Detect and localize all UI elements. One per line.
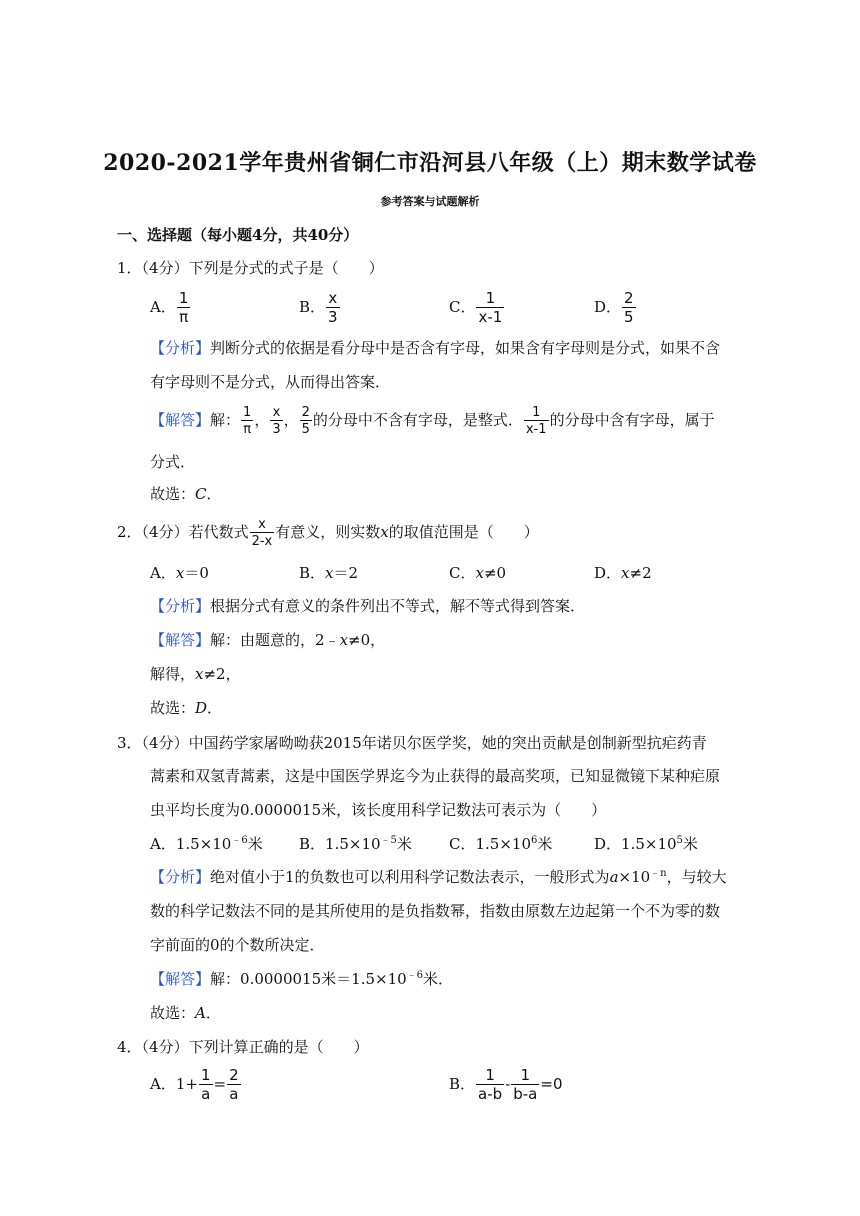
q3-choice: 故选：A． (150, 1004, 221, 1022)
q1-stem: 1．（4分）下列是分式的式子是（ ） (117, 259, 384, 277)
analysis-tag: 【分析】 (150, 597, 211, 615)
answer-tag: 【解答】 (150, 631, 211, 649)
q1-option-c: C． $\frac{1}{x-1}$ (449, 289, 503, 326)
q1-analysis: 【分析】判断分式的依据是看分母中是否含有字母，如果含有字母则是分式，如果不含 (150, 339, 721, 357)
answer-tag: 【解答】 (150, 970, 211, 988)
q1-option-a: A． $\frac{1}{\pi}$ (150, 289, 189, 326)
q3-solution: 【解答】解：0.0000015米$=1.5\times 10^{﹣6}$米． (150, 970, 454, 988)
q3-option-d: D．$1.5\times 10^5$米 (594, 835, 698, 853)
q3-analysis: 【分析】绝对值小于1的负数也可以利用科学记数法表示，一般形式为$a\times 10^{﹣n}$，与较大 (150, 868, 727, 886)
q3-analysis-cont1: 数的科学记数法不同的是其所使用的是负指数幂，指数由原数左边起第一个不为零的数 (150, 902, 721, 920)
q1-analysis-cont: 有字母则不是分式，从而得出答案． (150, 373, 391, 391)
q4-option-a: A．1+ $\frac{1}{a}$ = $\frac{2}{a}$ (150, 1066, 239, 1103)
q2-stem: 2．（4分）若代数式 $\frac{x}{2-x}$ 有意义，则实数x的取值范围是（ ） (117, 517, 539, 549)
q2-option-c: C．x≠0 (449, 564, 507, 582)
q1-option-d: D． $\frac{2}{5}$ (594, 289, 634, 326)
answer-tag: 【解答】 (150, 411, 211, 429)
analysis-tag: 【分析】 (150, 339, 211, 357)
page-subtitle: 参考答案与试题解析 (380, 195, 480, 208)
q4-stem: 4．（4分）下列计算正确的是（ ） (117, 1038, 369, 1056)
q2-option-b: B．x＝2 (299, 564, 359, 582)
q1-solution-cont: 分式． (150, 453, 196, 471)
q3-stem-line2: 蒿素和双氢青蒿素，这是中国医学界迄今为止获得的最高奖项，已知显微镜下某种疟原 (150, 767, 721, 785)
q2-choice: 故选：D． (150, 699, 223, 717)
q3-stem-line3: 虫平均长度为0.0000015米，该长度用科学记数法可表示为（ ） (150, 801, 607, 819)
q3-analysis-cont2: 字前面的0的个数所决定． (150, 936, 325, 954)
q3-option-c: C．$1.5\times 10^6$米 (449, 835, 553, 853)
q3-option-b: B．$1.5\times 10^{﹣5}$米 (299, 835, 412, 853)
q1-option-b: B． $\frac{x}{3}$ (299, 289, 338, 326)
q2-solution-step: 解得，x≠2， (150, 665, 241, 683)
q2-option-d: D．x≠2 (594, 564, 652, 582)
q3-option-a: A．$1.5\times 10^{﹣6}$米 (150, 835, 263, 853)
q4-option-b: B． $\frac{1}{a-b}$ - $\frac{1}{b-a}$ =0 (449, 1066, 563, 1103)
q2-analysis: 【分析】根据分式有意义的条件列出不等式，解不等式得到答案． (150, 597, 586, 615)
q1-solution: 【解答】解： $\frac{1}{\pi}$ ， $\frac{x}{3}$ ， $\frac{2}{5}$ 的分母中不含有字母，是整式． $\frac{1}{x-1}$ 的分母中含有字母，属于 (150, 405, 715, 437)
q3-stem-line1: 3．（4分）中国药学家屠呦呦获2015年诺贝尔医学奖，她的突出贡献是创制新型抗疟药青 (117, 734, 707, 752)
section-heading: 一、选择题（每小题4分，共40分） (117, 226, 359, 244)
analysis-tag: 【分析】 (150, 868, 211, 886)
page-title: 2020-2021学年贵州省铜仁市沿河县八年级（上）期末数学试卷 (103, 150, 757, 176)
q2-option-a: A．x＝0 (150, 564, 209, 582)
q2-solution: 【解答】解：由题意的，2﹣x≠0， (150, 631, 386, 649)
q1-choice: 故选：C． (150, 485, 222, 503)
